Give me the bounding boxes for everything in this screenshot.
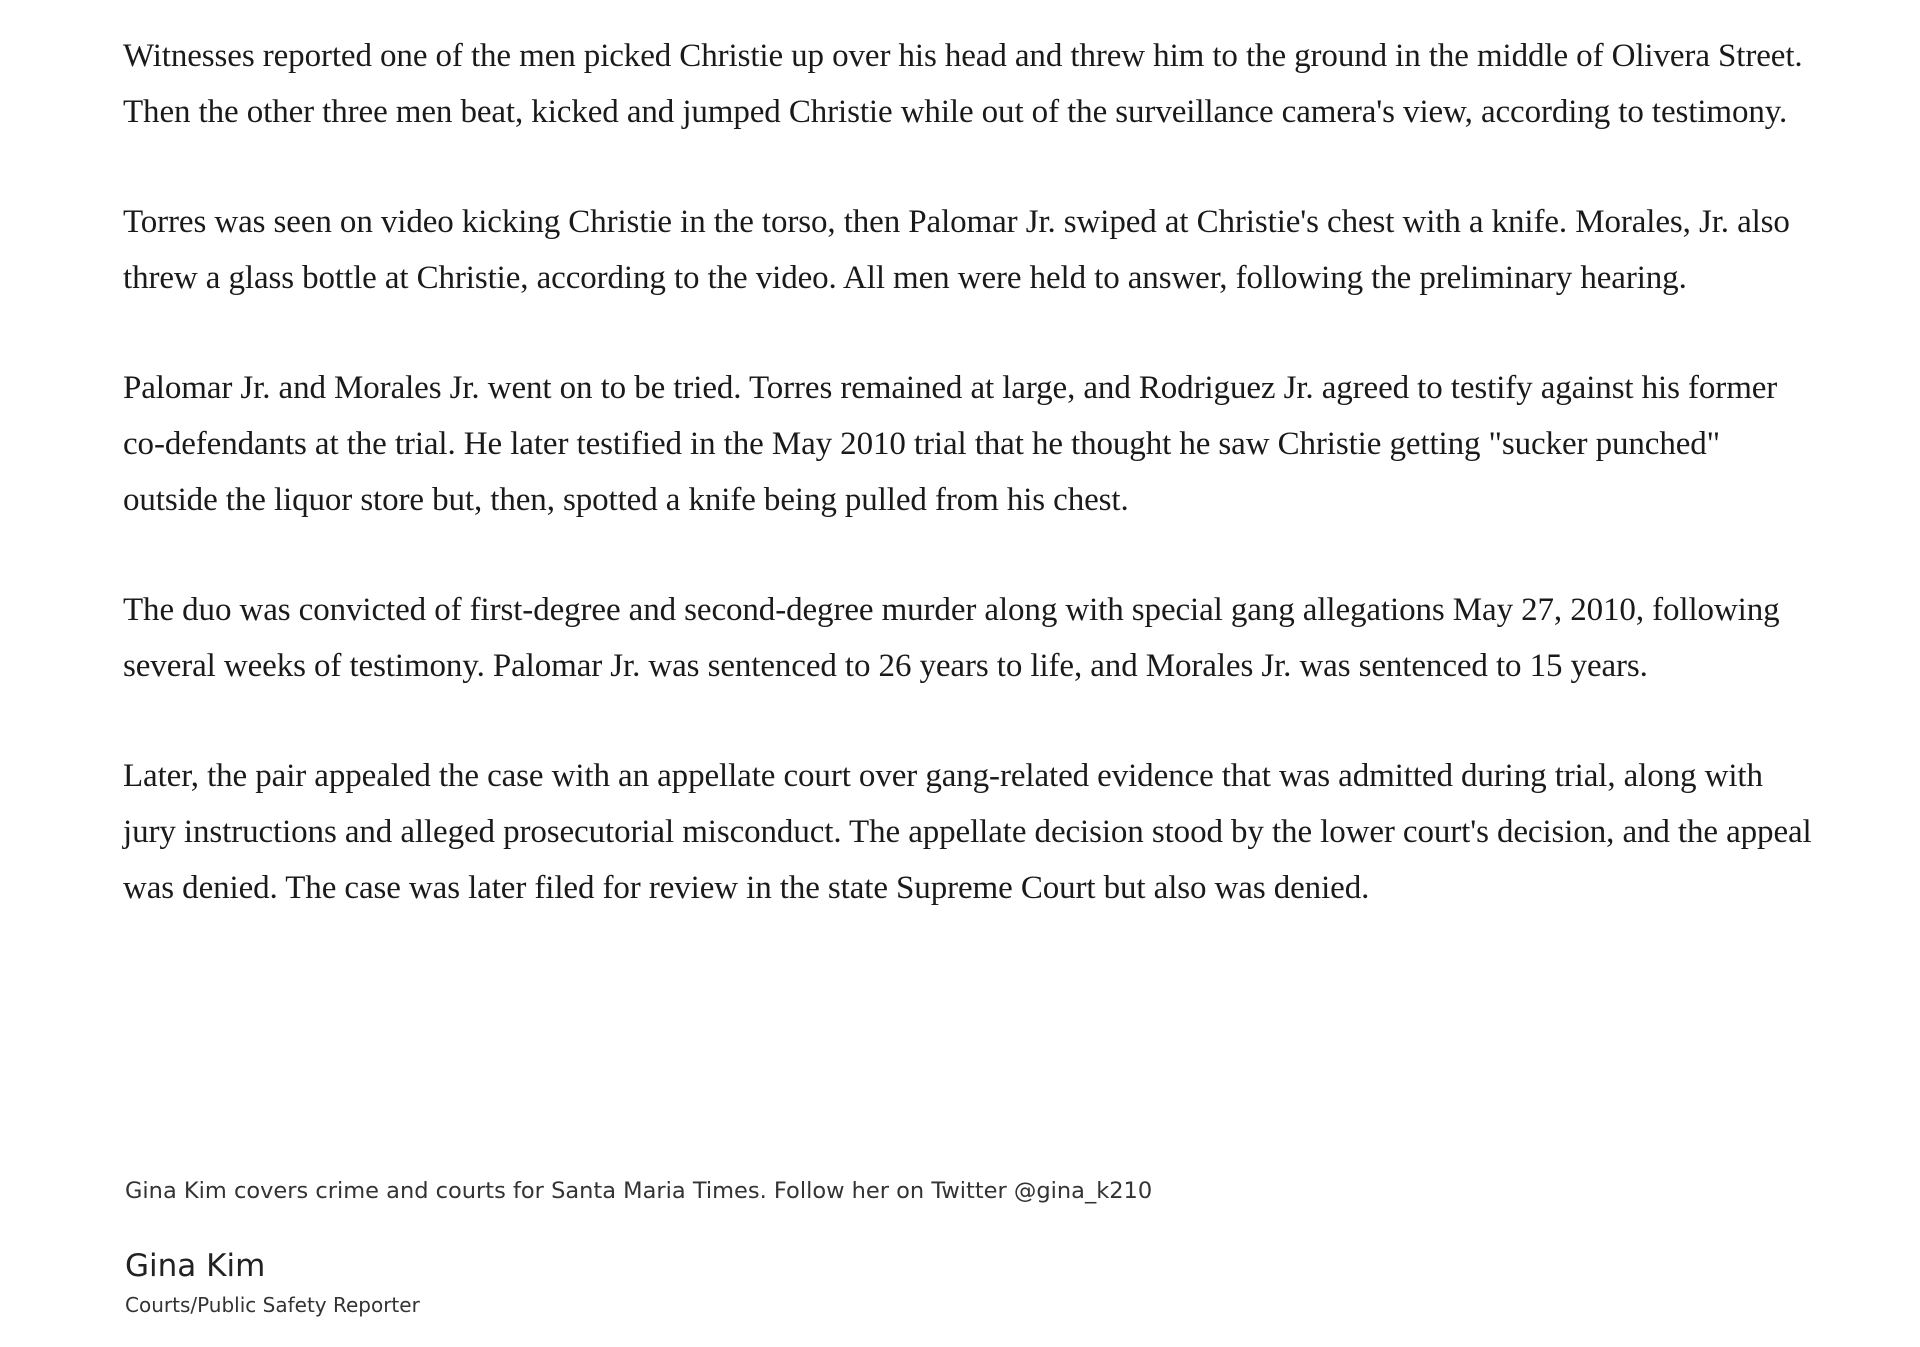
article-paragraph: Torres was seen on video kicking Christie in the torso, then Palomar Jr. swiped at Christie's chest with a knife. Morales, Jr. also threw a glass bottle at Christie, according to the video. All men were held to answer, following the preliminary hearing. [123, 204, 1790, 296]
article-paragraph: Later, the pair appealed the case with an appellate court over gang-related evidence that was admitted during trial, along with jury instructions and alleged prosecutorial misconduct. The appellate decision stood by the lower court's decision, and the appeal was denied. The case was later filed for review in the state Supreme Court but also was denied. [123, 758, 1812, 906]
article-body [123, 28, 1813, 970]
article-paragraph: Witnesses reported one of the men picked Christie up over his head and threw him to the ground in the middle of Olivera Street. Then the other three men beat, kicked and jumped Christie while out of the surveillance camera's view, according to testimony. [123, 38, 1803, 130]
article-paragraph: The duo was convicted of first-degree and second-degree murder along with special gang allegations May 27, 2010, following several weeks of testimony. Palomar Jr. was sentenced to 26 years to life, and Morales Jr. was sentenced to 15 years. [123, 592, 1780, 684]
author-name[interactable]: Gina Kim [125, 1248, 266, 1284]
author-title: Courts/Public Safety Reporter [125, 1293, 420, 1317]
author-tagline: Gina Kim covers crime and courts for Santa Maria Times. Follow her on Twitter @gina_k210 [125, 1178, 1153, 1204]
article-paragraph: Palomar Jr. and Morales Jr. went on to be tried. Torres remained at large, and Rodriguez Jr. agreed to testify against his former co-defendants at the trial. He later testified in the May 2010 trial that he thought he saw Christie getting "sucker punched" outside the liquor store but, then, spotted a knife being pulled from his chest. [123, 370, 1778, 518]
author-byline [125, 1246, 420, 1320]
